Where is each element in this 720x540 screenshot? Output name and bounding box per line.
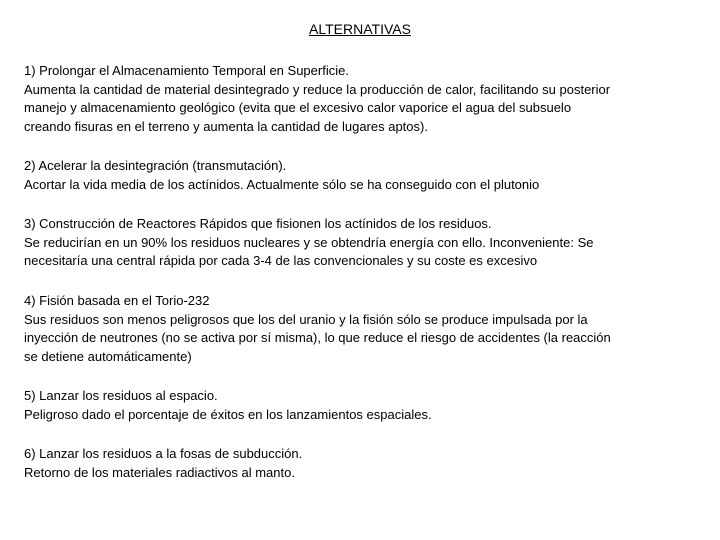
alternative-2-line-1: Acortar la vida media de los actínidos. Actualmente sólo se ha conseguido con el plutonio: [24, 176, 540, 192]
alternative-1-line-2: manejo y almacenamiento geológico (evita que el excesivo calor vaporice el agua del subsuelo: [24, 100, 572, 116]
alternative-3-heading: 3) Construcción de Reactores Rápidos que fisionen los actínidos de los residuos.: [24, 216, 492, 231]
alternative-4-line-3: se detiene automáticamente): [24, 348, 192, 364]
alternative-4-line-2: inyección de neutrones (no se activa por sí misma), lo que reduce el riesgo de accidentes (la reacción: [24, 330, 611, 346]
alternative-5-line-1: Peligroso dado el porcentaje de éxitos en los lanzamientos espaciales.: [24, 406, 432, 422]
alternative-3-line-1: Se reducirían en un 90% los residuos nucleares y se obtendría energía con ello. Inconveniente: Se: [24, 234, 594, 250]
alternative-1: [24, 62, 700, 136]
alternative-3-line-2: necesitaría una central rápida por cada 3-4 de las convencionales y su coste es excesivo: [24, 253, 538, 269]
alternative-1-heading: 1) Prolongar el Almacenamiento Temporal en Superficie.: [24, 63, 349, 78]
page-title: ALTERNATIVAS: [309, 21, 411, 37]
alternative-6-heading: 6) Lanzar los residuos a la fosas de subducción.: [24, 446, 303, 461]
alternative-2: [24, 157, 700, 194]
alternative-6: [24, 445, 700, 482]
alternative-1-line-1: Aumenta la cantidad de material desintegrado y reduce la producción de calor, facilitando su posterior: [24, 81, 611, 97]
alternative-2-heading: 2) Acelerar la desintegración (transmutación).: [24, 158, 287, 173]
alternative-4-heading: 4) Fisión basada en el Torio-232: [24, 293, 210, 308]
alternative-6-line-1: Retorno de los materiales radiactivos al manto.: [24, 464, 295, 480]
alternative-4: [24, 292, 700, 366]
alternative-3: [24, 215, 700, 271]
alternative-1-line-3: creando fisuras en el terreno y aumenta la cantidad de lugares aptos).: [24, 118, 428, 134]
alternative-4-line-1: Sus residuos son menos peligrosos que los del uranio y la fisión sólo se produce impulsada por la: [24, 311, 588, 327]
alternative-5-heading: 5) Lanzar los residuos al espacio.: [24, 388, 218, 403]
alternative-5: [24, 387, 700, 424]
